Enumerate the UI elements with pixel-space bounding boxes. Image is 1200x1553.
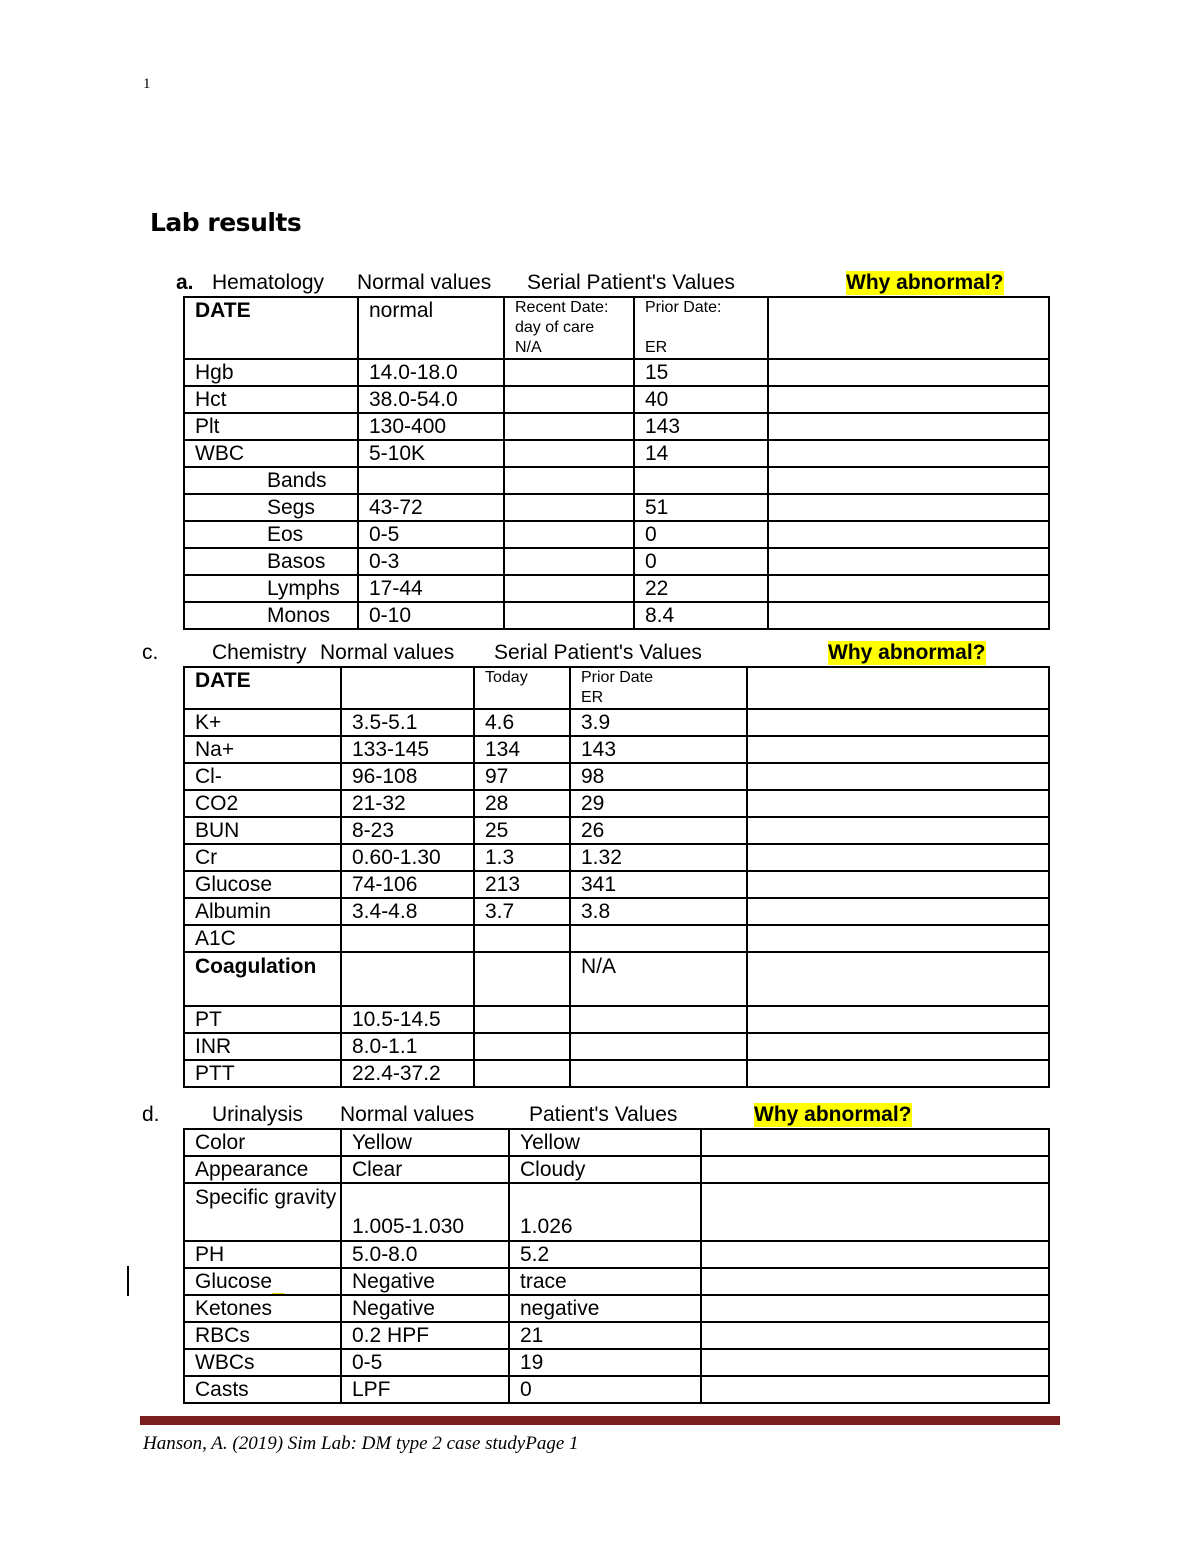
table-row (184, 1349, 1049, 1376)
why-abnormal-cell[interactable] (747, 871, 1049, 898)
test-name: K+ (184, 709, 341, 736)
normal-range: 38.0-54.0 (358, 386, 504, 413)
today-value[interactable] (474, 1006, 570, 1033)
urinalysis-normal-label: Normal values (340, 1103, 475, 1126)
table-row (184, 521, 1049, 548)
test-name: Hgb (184, 359, 358, 386)
normal-range: 0.60-1.30 (341, 844, 474, 871)
patient-value: negative (509, 1295, 701, 1322)
test-name: RBCs (184, 1322, 341, 1349)
today-value: 1.3 (474, 844, 570, 871)
table-row (184, 1183, 1049, 1241)
patient-value: 21 (509, 1322, 701, 1349)
normal-range: 0-10 (358, 602, 504, 629)
table-row (184, 898, 1049, 925)
recent-value[interactable] (504, 602, 634, 629)
recent-date-header: Recent Date: day of care N/A (504, 297, 634, 359)
today-value: 213 (474, 871, 570, 898)
table-row (184, 467, 1049, 494)
today-value[interactable] (474, 1060, 570, 1087)
prior-value: 341 (570, 871, 747, 898)
recent-value[interactable] (504, 467, 634, 494)
normal-range: 133-145 (341, 736, 474, 763)
why-abnormal-cell[interactable] (747, 667, 1049, 709)
test-name: Glucose (184, 871, 341, 898)
normal-range: 14.0-18.0 (358, 359, 504, 386)
test-name: A1C (184, 925, 341, 952)
why-abnormal-cell[interactable] (768, 521, 1049, 548)
normal-header (341, 667, 474, 709)
prior-value: 26 (570, 817, 747, 844)
hematology-marker: a. (176, 271, 194, 294)
test-name: Eos (184, 521, 358, 548)
why-abnormal-cell[interactable] (747, 790, 1049, 817)
prior-value: 40 (634, 386, 768, 413)
normal-range: 22.4-37.2 (341, 1060, 474, 1087)
table-row (184, 494, 1049, 521)
test-name: Ketones (184, 1295, 341, 1322)
normal-range: Negative (341, 1268, 509, 1295)
prior-value: 8.4 (634, 602, 768, 629)
test-name: Casts (184, 1376, 341, 1403)
page-title: Lab results (150, 208, 302, 237)
page-number: 1 (143, 76, 151, 92)
urinalysis-patient-label: Patient's Values (529, 1103, 678, 1126)
prior-value[interactable] (570, 1033, 747, 1060)
why-abnormal-cell[interactable] (701, 1129, 1049, 1156)
why-abnormal-cell[interactable] (768, 575, 1049, 602)
today-value (474, 925, 570, 952)
recent-value[interactable] (504, 413, 634, 440)
test-name: PT (184, 1006, 341, 1033)
normal-range: 96-108 (341, 763, 474, 790)
test-name: Lymphs (184, 575, 358, 602)
why-abnormal-cell[interactable] (701, 1268, 1049, 1295)
table-row (184, 1322, 1049, 1349)
why-abnormal-cell[interactable] (701, 1156, 1049, 1183)
prior-value[interactable] (570, 1060, 747, 1087)
normal-range: 0.2 HPF (341, 1322, 509, 1349)
table-row (184, 413, 1049, 440)
date-header: DATE (184, 667, 341, 709)
prior-date-header: Prior Date ER (570, 667, 747, 709)
patient-value: 19 (509, 1349, 701, 1376)
recent-value[interactable] (504, 548, 634, 575)
why-abnormal-cell[interactable] (747, 1006, 1049, 1033)
normal-range (358, 467, 504, 494)
prior-value: 143 (570, 736, 747, 763)
table-row (184, 386, 1049, 413)
test-name: Albumin (184, 898, 341, 925)
test-name: CO2 (184, 790, 341, 817)
today-value: 4.6 (474, 709, 570, 736)
table-row (184, 871, 1049, 898)
today-value[interactable] (474, 1033, 570, 1060)
test-name: Basos (184, 548, 358, 575)
recent-value[interactable] (504, 359, 634, 386)
test-name: Specific gravity (184, 1183, 341, 1241)
normal-range: 5-10K (358, 440, 504, 467)
hematology-heading: Hematology (212, 271, 325, 294)
test-name: Monos (184, 602, 358, 629)
table-row (184, 1006, 1049, 1033)
why-abnormal-cell[interactable] (768, 386, 1049, 413)
why-abnormal-cell[interactable] (747, 952, 1049, 1006)
why-abnormal-cell[interactable] (768, 297, 1049, 359)
why-abnormal-cell[interactable] (768, 359, 1049, 386)
today-value: 25 (474, 817, 570, 844)
today-value: 97 (474, 763, 570, 790)
test-name: Na+ (184, 736, 341, 763)
why-abnormal-cell[interactable] (747, 898, 1049, 925)
normal-range: Clear (341, 1156, 509, 1183)
chemistry-heading: Chemistry (212, 641, 307, 664)
patient-value: Yellow (509, 1129, 701, 1156)
table-row (184, 763, 1049, 790)
test-name: Segs (184, 494, 358, 521)
normal-range: 43-72 (358, 494, 504, 521)
test-name: Hct (184, 386, 358, 413)
table-row (184, 709, 1049, 736)
table-row (184, 1129, 1049, 1156)
normal-range (341, 925, 474, 952)
table-row (184, 1033, 1049, 1060)
normal-range: 74-106 (341, 871, 474, 898)
why-abnormal-cell[interactable] (768, 413, 1049, 440)
why-abnormal-cell[interactable] (701, 1295, 1049, 1322)
date-header: DATE (184, 297, 358, 359)
hematology-serial-label: Serial Patient's Values (527, 271, 735, 294)
chemistry-marker: c. (142, 641, 159, 664)
test-name: Cr (184, 844, 341, 871)
today-value: 134 (474, 736, 570, 763)
why-abnormal-cell[interactable] (701, 1349, 1049, 1376)
prior-value: 22 (634, 575, 768, 602)
table-row (184, 1060, 1049, 1087)
chemistry-why-label: Why abnormal? (828, 641, 986, 664)
prior-value (570, 925, 747, 952)
test-name: Color (184, 1129, 341, 1156)
table-row (184, 548, 1049, 575)
patient-value: 1.026 (509, 1183, 701, 1241)
table-row (184, 817, 1049, 844)
chemistry-serial-label: Serial Patient's Values (494, 641, 702, 664)
why-abnormal-cell[interactable] (747, 763, 1049, 790)
patient-value: 0 (509, 1376, 701, 1403)
prior-value: 143 (634, 413, 768, 440)
hematology-table (183, 296, 1050, 630)
table-row (184, 602, 1049, 629)
test-name: WBCs (184, 1349, 341, 1376)
page-footer: Hanson, A. (2019) Sim Lab: DM type 2 case studyPage 1 (143, 1433, 579, 1454)
prior-value: 0 (634, 548, 768, 575)
test-name: Plt (184, 413, 358, 440)
test-name: PH (184, 1241, 341, 1268)
test-name: Bands (184, 467, 358, 494)
normal-range: 3.4-4.8 (341, 898, 474, 925)
why-abnormal-cell[interactable] (747, 1060, 1049, 1087)
why-abnormal-cell[interactable] (701, 1322, 1049, 1349)
table-row (184, 1376, 1049, 1403)
prior-value: 1.32 (570, 844, 747, 871)
footer-divider (140, 1416, 1060, 1425)
why-abnormal-cell[interactable] (747, 925, 1049, 952)
hematology-header-row (184, 297, 1049, 359)
table-row (184, 844, 1049, 871)
prior-value: 15 (634, 359, 768, 386)
prior-value: 14 (634, 440, 768, 467)
normal-range: 17-44 (358, 575, 504, 602)
normal-range: 8.0-1.1 (341, 1033, 474, 1060)
chemistry-table (183, 666, 1050, 1088)
why-abnormal-cell[interactable] (747, 817, 1049, 844)
test-name: BUN (184, 817, 341, 844)
test-name: Cl- (184, 763, 341, 790)
recent-value[interactable] (504, 575, 634, 602)
urinalysis-marker: d. (142, 1103, 160, 1126)
table-row (184, 1241, 1049, 1268)
test-name: PTT (184, 1060, 341, 1087)
table-row (184, 575, 1049, 602)
normal-range: 0-5 (341, 1349, 509, 1376)
recent-value[interactable] (504, 494, 634, 521)
today-value: 28 (474, 790, 570, 817)
why-abnormal-cell[interactable] (768, 440, 1049, 467)
chemistry-normal-label: Normal values (320, 641, 455, 664)
today-header: Today (474, 667, 570, 709)
prior-value: 51 (634, 494, 768, 521)
test-name: WBC (184, 440, 358, 467)
normal-range: 0-3 (358, 548, 504, 575)
table-row (184, 925, 1049, 952)
why-abnormal-cell[interactable] (747, 844, 1049, 871)
normal-range: 130-400 (358, 413, 504, 440)
table-row (184, 1268, 1049, 1295)
why-abnormal-cell[interactable] (768, 467, 1049, 494)
normal-range: 21-32 (341, 790, 474, 817)
normal-range: 10.5-14.5 (341, 1006, 474, 1033)
prior-value: 29 (570, 790, 747, 817)
test-name: INR (184, 1033, 341, 1060)
prior-value (634, 467, 768, 494)
normal-range: 8-23 (341, 817, 474, 844)
urinalysis-heading: Urinalysis (212, 1103, 304, 1126)
test-name: Glucose (184, 1268, 341, 1295)
why-abnormal-cell[interactable] (768, 494, 1049, 521)
text-cursor (127, 1266, 129, 1296)
why-abnormal-cell[interactable] (701, 1183, 1049, 1241)
patient-value: trace (509, 1268, 701, 1295)
prior-value: 98 (570, 763, 747, 790)
hematology-normal-label: Normal values (357, 271, 492, 294)
why-abnormal-cell[interactable] (701, 1241, 1049, 1268)
recent-value[interactable] (504, 386, 634, 413)
table-row (184, 790, 1049, 817)
patient-value: Cloudy (509, 1156, 701, 1183)
normal-header: normal (358, 297, 504, 359)
recent-value[interactable] (504, 521, 634, 548)
why-abnormal-cell[interactable] (747, 1033, 1049, 1060)
prior-date-header: Prior Date: ER (634, 297, 768, 359)
chemistry-header-row (184, 667, 1049, 709)
coagulation-prior: N/A (570, 952, 747, 1006)
table-row (184, 1295, 1049, 1322)
table-row (184, 440, 1049, 467)
coagulation-row (184, 952, 1049, 1006)
coagulation-label: Coagulation (184, 952, 341, 1006)
normal-range: 3.5-5.1 (341, 709, 474, 736)
normal-range: LPF (341, 1376, 509, 1403)
normal-range: 0-5 (358, 521, 504, 548)
prior-value: 3.8 (570, 898, 747, 925)
why-abnormal-cell[interactable] (747, 736, 1049, 763)
recent-value[interactable] (504, 440, 634, 467)
normal-range: Yellow (341, 1129, 509, 1156)
table-row (184, 359, 1049, 386)
why-abnormal-cell[interactable] (768, 602, 1049, 629)
urinalysis-table (183, 1128, 1050, 1404)
prior-value: 3.9 (570, 709, 747, 736)
table-row (184, 1156, 1049, 1183)
hematology-why-label: Why abnormal? (846, 271, 1004, 294)
table-row (184, 736, 1049, 763)
prior-value[interactable] (570, 1006, 747, 1033)
normal-range: 5.0-8.0 (341, 1241, 509, 1268)
normal-range: 1.005-1.030 (341, 1183, 509, 1241)
why-abnormal-cell[interactable] (768, 548, 1049, 575)
today-value: 3.7 (474, 898, 570, 925)
prior-value: 0 (634, 521, 768, 548)
urinalysis-why-label: Why abnormal? (754, 1103, 912, 1126)
why-abnormal-cell[interactable] (701, 1376, 1049, 1403)
patient-value: 5.2 (509, 1241, 701, 1268)
test-name: Appearance (184, 1156, 341, 1183)
normal-range: Negative (341, 1295, 509, 1322)
why-abnormal-cell[interactable] (747, 709, 1049, 736)
